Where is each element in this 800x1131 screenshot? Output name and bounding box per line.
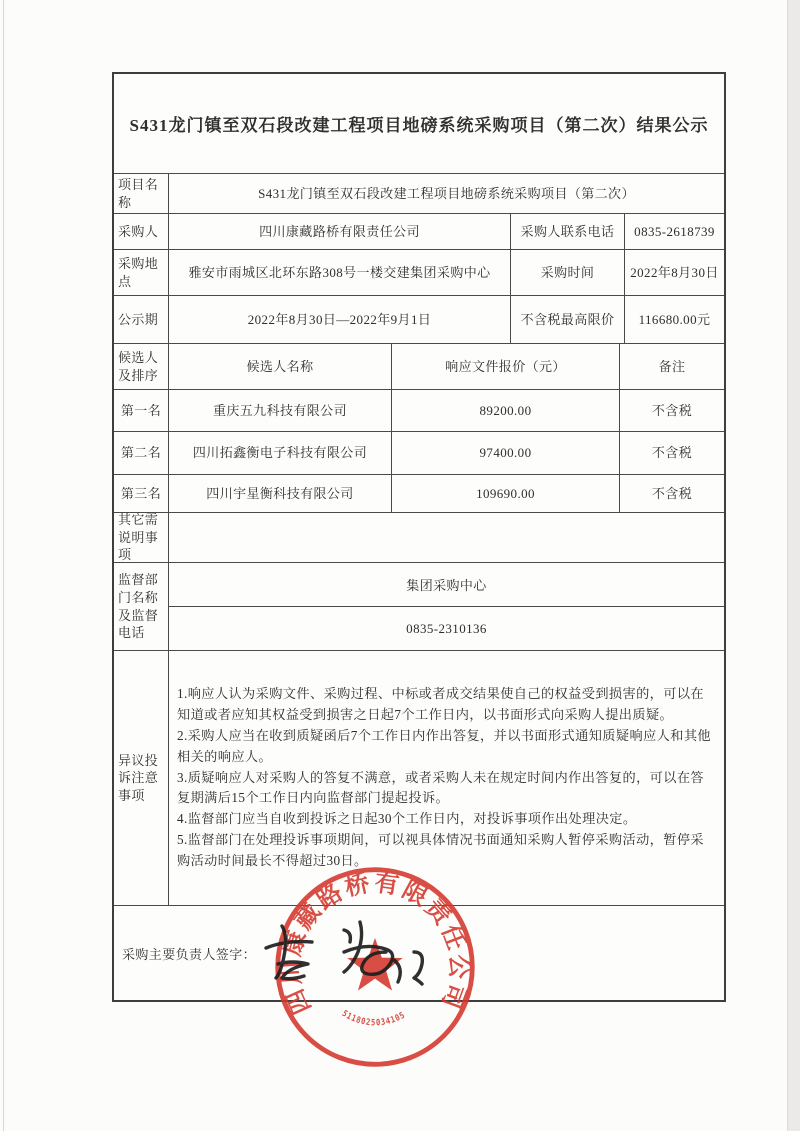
table-row [114, 174, 724, 214]
candidate-rank: 第二名 [114, 432, 169, 474]
supervision-department: 集团采购中心 [169, 563, 724, 607]
supervision-phone: 0835-2310136 [406, 620, 487, 636]
objection-item: 1.响应人认为采购文件、采购过程、中标或者成交结果使自己的权益受到损害的，可以在知道或者应知其权益受到损害之日起7个工作日内，以书面形式向采购人提出质疑。 [177, 686, 705, 722]
candidate-name: 四川拓鑫衡电子科技有限公司 [169, 432, 392, 474]
table-header-row [114, 344, 724, 390]
objection-label: 异议投诉注意事项 [114, 651, 169, 905]
table-row [114, 250, 724, 296]
publicity-period-label: 公示期 [114, 296, 169, 343]
table-row [114, 432, 724, 475]
max-price-value: 116680.00元 [638, 311, 711, 327]
objection-item: 3.质疑响应人对采购人的答复不满意，或者采购人未在规定时间内作出答复的，可以在答复期满后15个工作日内向监督部门提起投诉。 [177, 769, 705, 806]
location-value: 雅安市雨城区北环东路308号一楼交建集团采购中心 [169, 250, 511, 295]
supervision-label: 监督部门名称及监督电话 [114, 563, 169, 650]
table-row [114, 214, 724, 250]
table-row [114, 475, 724, 513]
candidates-rank-header: 候选人及排序 [114, 344, 169, 389]
other-notes-label: 其它需说明事项 [114, 513, 169, 562]
remark-header: 备注 [658, 358, 686, 374]
publicity-period-value: 2022年8月30日—2022年9月1日 [169, 296, 511, 343]
table-row [114, 390, 724, 432]
location-label: 采购地点 [114, 250, 169, 295]
seal-company-text: 四川康藏路桥有限责任公司 [275, 867, 474, 1019]
candidate-name-header: 候选人名称 [169, 344, 392, 389]
candidate-rank: 第一名 [114, 390, 169, 431]
table-row [114, 74, 724, 174]
candidate-price: 89200.00 [392, 390, 620, 431]
objection-item: 4.监督部门应当自收到投诉之日起30个工作日内，对投诉事项作出处理决定。 [177, 811, 637, 827]
candidate-name: 重庆五九科技有限公司 [169, 390, 392, 431]
purchaser-label: 采购人 [114, 214, 169, 249]
supervision-values [169, 563, 724, 650]
signature-row [114, 906, 724, 1000]
project-name-label: 项目名称 [114, 174, 169, 213]
table-row [114, 651, 724, 906]
purchase-time-value: 2022年8月30日 [630, 264, 719, 280]
purchase-time-label: 采购时间 [511, 250, 625, 295]
objection-items [169, 651, 724, 905]
purchaser-phone-value: 0835-2618739 [634, 223, 715, 239]
document-title: S431龙门镇至双石段改建工程项目地磅系统采购项目（第二次）结果公示 [129, 116, 709, 135]
candidate-rank: 第三名 [114, 475, 169, 512]
bid-price-header: 响应文件报价（元） [392, 344, 620, 389]
objection-item: 5.监督部门在处理投诉事项期间，可以视具体情况书面通知采购人暂停采购活动，暂停采购活动时间最长不得超过30日。 [177, 832, 705, 868]
purchaser-value: 四川康藏路桥有限责任公司 [169, 214, 511, 249]
procurement-result-table [112, 72, 726, 1002]
purchaser-phone-label: 采购人联系电话 [511, 214, 625, 249]
table-row [114, 513, 724, 563]
table-row [114, 296, 724, 344]
signature-label: 采购主要负责人签字： [122, 946, 257, 962]
page-scan-edge-left [3, 0, 4, 1131]
candidate-note: 不含税 [651, 445, 693, 461]
other-notes-value [169, 513, 724, 562]
table-row [114, 563, 724, 651]
max-price-label: 不含税最高限价 [511, 296, 625, 343]
candidate-note: 不含税 [651, 485, 693, 501]
candidate-price: 97400.00 [392, 432, 620, 474]
seal-number-text: 5118025034105 [339, 1008, 409, 1029]
project-name-value: S431龙门镇至双石段改建工程项目地磅系统采购项目（第二次） [258, 185, 635, 201]
candidate-note: 不含税 [651, 402, 693, 418]
candidate-name: 四川宇星衡科技有限公司 [169, 475, 392, 512]
page-scan-edge-right [787, 0, 800, 1131]
objection-item: 2.采购人应当在收到质疑函后7个工作日内作出答复，并以书面形式通知质疑响应人和其他相关的响应人。 [177, 727, 712, 764]
candidate-price: 109690.00 [392, 475, 620, 512]
